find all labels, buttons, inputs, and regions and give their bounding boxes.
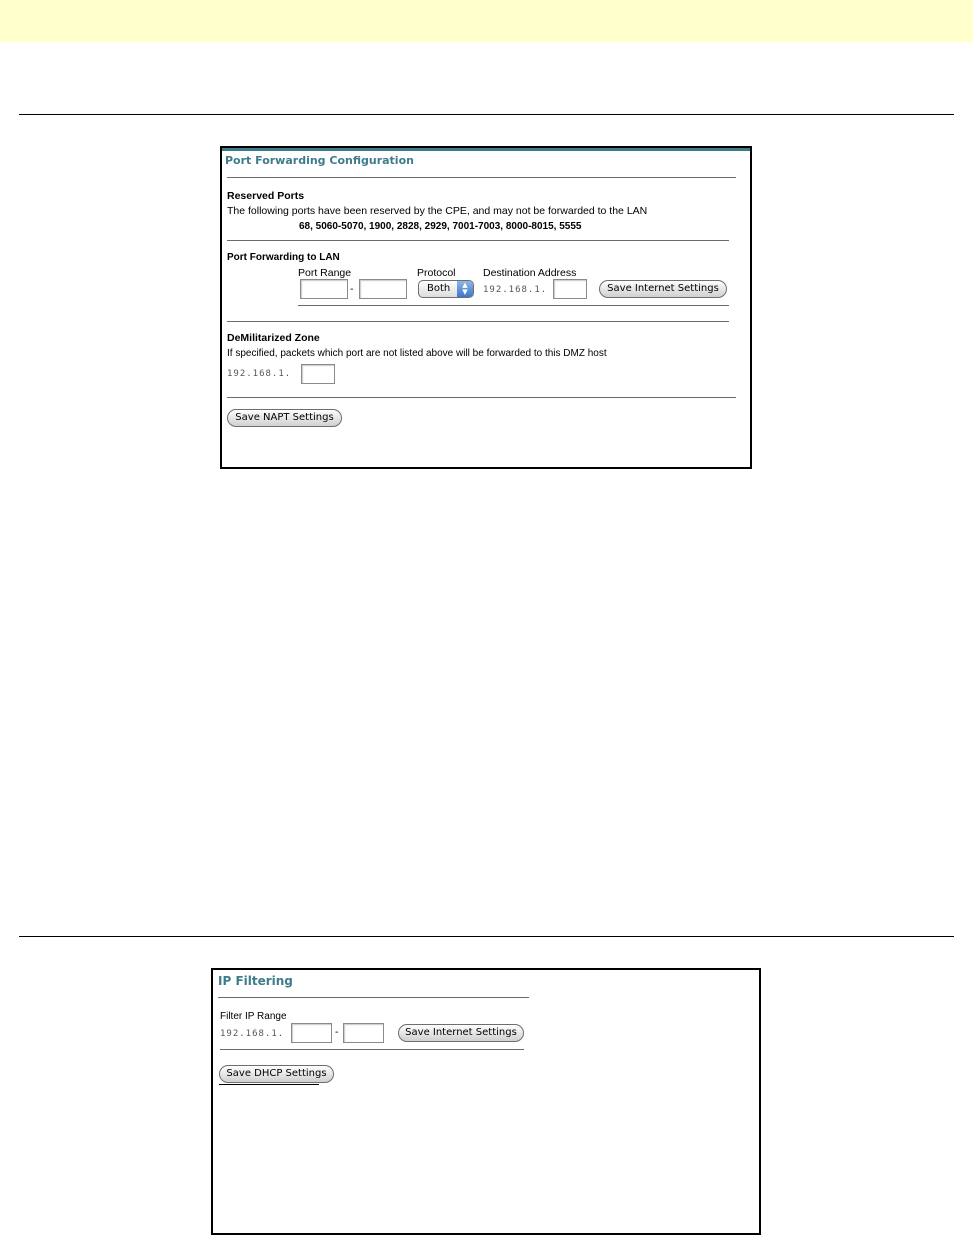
save-napt-settings-button[interactable]: Save NAPT Settings bbox=[227, 409, 342, 427]
dmz-ip-prefix: 192.168.1. bbox=[227, 369, 292, 379]
dmz-divider bbox=[227, 397, 736, 398]
reserved-ports-list: 68, 5060-5070, 1900, 2828, 2929, 7001-7003, 8000-8015, 5555 bbox=[299, 221, 582, 232]
destination-address-label: Destination Address bbox=[483, 267, 577, 279]
destination-ip-prefix: 192.168.1. bbox=[483, 285, 548, 295]
section-divider-top bbox=[19, 114, 954, 115]
ip-filtering-panel bbox=[211, 968, 761, 1235]
protocol-label: Protocol bbox=[417, 267, 456, 279]
forwarding-inner-divider bbox=[298, 305, 729, 306]
select-arrows-icon: ▲ ▼ bbox=[457, 281, 473, 297]
filter-end-octet-input[interactable] bbox=[343, 1023, 384, 1043]
filter-ip-prefix: 192.168.1. bbox=[220, 1029, 285, 1039]
ip-filtering-title-divider bbox=[218, 997, 529, 998]
ip-filtering-title: IP Filtering bbox=[218, 974, 293, 988]
page-header-band bbox=[0, 0, 973, 42]
port-forwarding-panel bbox=[220, 146, 752, 469]
dmz-host-octet-input[interactable] bbox=[301, 364, 335, 384]
panel-accent-bar bbox=[222, 148, 750, 151]
filter-start-octet-input[interactable] bbox=[291, 1023, 332, 1043]
reserved-divider bbox=[227, 240, 729, 241]
filter-range-separator: - bbox=[335, 1026, 339, 1038]
forwarding-divider bbox=[227, 321, 729, 322]
protocol-select-value: Both bbox=[427, 283, 451, 294]
save-internet-settings-button[interactable]: Save Internet Settings bbox=[398, 1024, 524, 1042]
dmz-heading: DeMilitarized Zone bbox=[227, 332, 320, 344]
title-divider bbox=[227, 177, 736, 178]
panel-title: Port Forwarding Configuration bbox=[225, 154, 414, 167]
save-dhcp-settings-button[interactable]: Save DHCP Settings bbox=[219, 1065, 334, 1083]
port-range-end-input[interactable] bbox=[359, 279, 407, 299]
port-range-start-input[interactable] bbox=[300, 279, 348, 299]
protocol-select[interactable] bbox=[418, 280, 474, 298]
port-range-label: Port Range bbox=[298, 267, 352, 279]
port-forwarding-heading: Port Forwarding to LAN bbox=[227, 252, 340, 263]
dhcp-button-underline bbox=[219, 1084, 319, 1085]
filter-ip-range-label: Filter IP Range bbox=[220, 1011, 287, 1022]
destination-octet-input[interactable] bbox=[553, 279, 587, 299]
filter-divider bbox=[220, 1049, 524, 1050]
dmz-description: If specified, packets which port are not listed above will be forwarded to this DMZ host bbox=[227, 348, 607, 359]
section-divider-bottom bbox=[19, 936, 954, 937]
reserved-ports-description: The following ports have been reserved by the CPE, and may not be forwarded to the LAN bbox=[227, 205, 648, 217]
save-internet-settings-button[interactable]: Save Internet Settings bbox=[599, 280, 727, 298]
port-range-separator: - bbox=[350, 283, 354, 295]
reserved-ports-heading: Reserved Ports bbox=[227, 190, 305, 202]
